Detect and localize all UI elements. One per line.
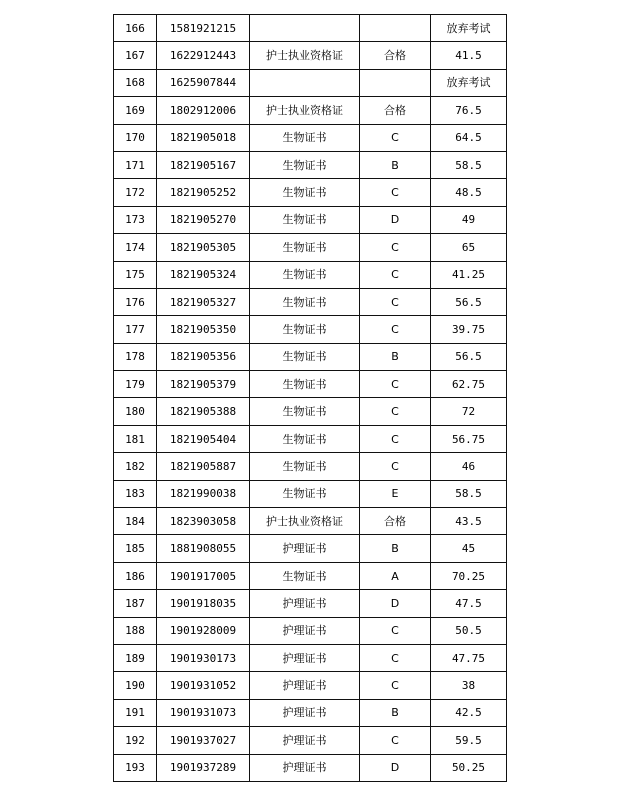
table-row (114, 316, 507, 343)
score-cell: 56.75 (431, 425, 507, 452)
certificate-cell: 护理证书 (250, 727, 360, 754)
score-cell: 50.5 (431, 617, 507, 644)
table-row (114, 425, 507, 452)
candidate-id-cell: 1821905324 (157, 261, 250, 288)
score-cell: 49 (431, 206, 507, 233)
certificate-cell: 护理证书 (250, 644, 360, 671)
certificate-cell: 护士执业资格证 (250, 97, 360, 124)
score-cell: 43.5 (431, 508, 507, 535)
level-cell: C (360, 425, 431, 452)
row-number-cell: 180 (114, 398, 157, 425)
row-number-cell: 186 (114, 562, 157, 589)
table-row (114, 371, 507, 398)
candidate-id-cell: 1823903058 (157, 508, 250, 535)
row-number-cell: 187 (114, 590, 157, 617)
candidate-id-cell: 1821905887 (157, 453, 250, 480)
level-cell (360, 69, 431, 96)
row-number-cell: 173 (114, 206, 157, 233)
candidate-id-cell: 1802912006 (157, 97, 250, 124)
certificate-cell: 护士执业资格证 (250, 508, 360, 535)
row-number-cell: 182 (114, 453, 157, 480)
table-row (114, 179, 507, 206)
candidate-id-cell: 1821905379 (157, 371, 250, 398)
candidate-id-cell: 1901937027 (157, 727, 250, 754)
row-number-cell: 175 (114, 261, 157, 288)
table-row (114, 288, 507, 315)
level-cell: B (360, 699, 431, 726)
level-cell: B (360, 151, 431, 178)
table-row (114, 480, 507, 507)
table-row (114, 69, 507, 96)
certificate-cell: 生物证书 (250, 371, 360, 398)
level-cell: C (360, 672, 431, 699)
row-number-cell: 174 (114, 234, 157, 261)
candidate-id-cell: 1821905018 (157, 124, 250, 151)
row-number-cell: 183 (114, 480, 157, 507)
level-cell: C (360, 371, 431, 398)
score-cell: 64.5 (431, 124, 507, 151)
certificate-cell: 生物证书 (250, 480, 360, 507)
level-cell: A (360, 562, 431, 589)
level-cell: D (360, 590, 431, 617)
certificate-cell: 护理证书 (250, 754, 360, 781)
table-row (114, 234, 507, 261)
candidate-id-cell: 1625907844 (157, 69, 250, 96)
certificate-cell: 生物证书 (250, 234, 360, 261)
candidate-id-cell: 1901928009 (157, 617, 250, 644)
certificate-cell: 护理证书 (250, 672, 360, 699)
candidate-id-cell: 1881908055 (157, 535, 250, 562)
row-number-cell: 171 (114, 151, 157, 178)
level-cell: C (360, 727, 431, 754)
candidate-id-cell: 1821905270 (157, 206, 250, 233)
level-cell (360, 15, 431, 42)
certificate-cell: 生物证书 (250, 288, 360, 315)
row-number-cell: 177 (114, 316, 157, 343)
level-cell: C (360, 398, 431, 425)
row-number-cell: 188 (114, 617, 157, 644)
certificate-cell: 生物证书 (250, 425, 360, 452)
row-number-cell: 179 (114, 371, 157, 398)
row-number-cell: 181 (114, 425, 157, 452)
table-row (114, 644, 507, 671)
results-table (113, 14, 507, 782)
certificate-cell: 生物证书 (250, 453, 360, 480)
level-cell: C (360, 617, 431, 644)
level-cell: C (360, 124, 431, 151)
score-cell: 46 (431, 453, 507, 480)
score-cell: 58.5 (431, 480, 507, 507)
candidate-id-cell: 1821905327 (157, 288, 250, 315)
candidate-id-cell: 1901930173 (157, 644, 250, 671)
table-row (114, 617, 507, 644)
score-cell: 47.75 (431, 644, 507, 671)
candidate-id-cell: 1821905252 (157, 179, 250, 206)
score-cell: 42.5 (431, 699, 507, 726)
table-row (114, 124, 507, 151)
certificate-cell: 生物证书 (250, 562, 360, 589)
level-cell: C (360, 261, 431, 288)
row-number-cell: 192 (114, 727, 157, 754)
table-row (114, 453, 507, 480)
row-number-cell: 169 (114, 97, 157, 124)
score-cell: 39.75 (431, 316, 507, 343)
table-row (114, 562, 507, 589)
certificate-cell: 生物证书 (250, 316, 360, 343)
score-cell: 放弃考试 (431, 69, 507, 96)
level-cell: 合格 (360, 97, 431, 124)
table-row (114, 699, 507, 726)
score-cell: 48.5 (431, 179, 507, 206)
certificate-cell: 护理证书 (250, 590, 360, 617)
row-number-cell: 185 (114, 535, 157, 562)
score-cell: 56.5 (431, 343, 507, 370)
level-cell: C (360, 179, 431, 206)
score-cell: 50.25 (431, 754, 507, 781)
score-cell: 72 (431, 398, 507, 425)
certificate-cell: 生物证书 (250, 179, 360, 206)
level-cell: D (360, 754, 431, 781)
certificate-cell: 护士执业资格证 (250, 42, 360, 69)
level-cell: B (360, 343, 431, 370)
table-row (114, 672, 507, 699)
candidate-id-cell: 1901918035 (157, 590, 250, 617)
certificate-cell: 护理证书 (250, 699, 360, 726)
row-number-cell: 178 (114, 343, 157, 370)
certificate-cell (250, 15, 360, 42)
score-cell: 56.5 (431, 288, 507, 315)
certificate-cell: 护理证书 (250, 535, 360, 562)
level-cell: C (360, 288, 431, 315)
row-number-cell: 191 (114, 699, 157, 726)
row-number-cell: 193 (114, 754, 157, 781)
level-cell: 合格 (360, 42, 431, 69)
table-row (114, 508, 507, 535)
row-number-cell: 184 (114, 508, 157, 535)
level-cell: C (360, 453, 431, 480)
candidate-id-cell: 1901917005 (157, 562, 250, 589)
certificate-cell: 护理证书 (250, 617, 360, 644)
score-cell: 62.75 (431, 371, 507, 398)
candidate-id-cell: 1901931073 (157, 699, 250, 726)
table-row (114, 42, 507, 69)
candidate-id-cell: 1821905388 (157, 398, 250, 425)
row-number-cell: 190 (114, 672, 157, 699)
candidate-id-cell: 1821905350 (157, 316, 250, 343)
table-row (114, 97, 507, 124)
candidate-id-cell: 1901937289 (157, 754, 250, 781)
table-row (114, 206, 507, 233)
score-cell: 58.5 (431, 151, 507, 178)
row-number-cell: 167 (114, 42, 157, 69)
candidate-id-cell: 1622912443 (157, 42, 250, 69)
candidate-id-cell: 1901931052 (157, 672, 250, 699)
row-number-cell: 172 (114, 179, 157, 206)
certificate-cell: 生物证书 (250, 343, 360, 370)
level-cell: B (360, 535, 431, 562)
table-row (114, 535, 507, 562)
score-cell: 41.5 (431, 42, 507, 69)
score-cell: 65 (431, 234, 507, 261)
score-cell: 70.25 (431, 562, 507, 589)
table-row (114, 151, 507, 178)
row-number-cell: 170 (114, 124, 157, 151)
certificate-cell: 生物证书 (250, 206, 360, 233)
score-cell: 59.5 (431, 727, 507, 754)
row-number-cell: 166 (114, 15, 157, 42)
score-cell: 47.5 (431, 590, 507, 617)
certificate-cell: 生物证书 (250, 151, 360, 178)
results-table-body (114, 15, 507, 782)
table-row (114, 343, 507, 370)
row-number-cell: 176 (114, 288, 157, 315)
table-row (114, 15, 507, 42)
score-cell: 45 (431, 535, 507, 562)
score-cell: 76.5 (431, 97, 507, 124)
candidate-id-cell: 1821990038 (157, 480, 250, 507)
candidate-id-cell: 1821905167 (157, 151, 250, 178)
certificate-cell (250, 69, 360, 96)
table-row (114, 727, 507, 754)
certificate-cell: 生物证书 (250, 261, 360, 288)
candidate-id-cell: 1821905305 (157, 234, 250, 261)
level-cell: 合格 (360, 508, 431, 535)
table-row (114, 590, 507, 617)
level-cell: E (360, 480, 431, 507)
certificate-cell: 生物证书 (250, 124, 360, 151)
table-row (114, 261, 507, 288)
level-cell: C (360, 644, 431, 671)
level-cell: C (360, 234, 431, 261)
candidate-id-cell: 1821905404 (157, 425, 250, 452)
table-row (114, 754, 507, 781)
row-number-cell: 189 (114, 644, 157, 671)
score-cell: 放弃考试 (431, 15, 507, 42)
score-cell: 41.25 (431, 261, 507, 288)
level-cell: D (360, 206, 431, 233)
level-cell: C (360, 316, 431, 343)
score-cell: 38 (431, 672, 507, 699)
row-number-cell: 168 (114, 69, 157, 96)
candidate-id-cell: 1581921215 (157, 15, 250, 42)
table-row (114, 398, 507, 425)
candidate-id-cell: 1821905356 (157, 343, 250, 370)
certificate-cell: 生物证书 (250, 398, 360, 425)
